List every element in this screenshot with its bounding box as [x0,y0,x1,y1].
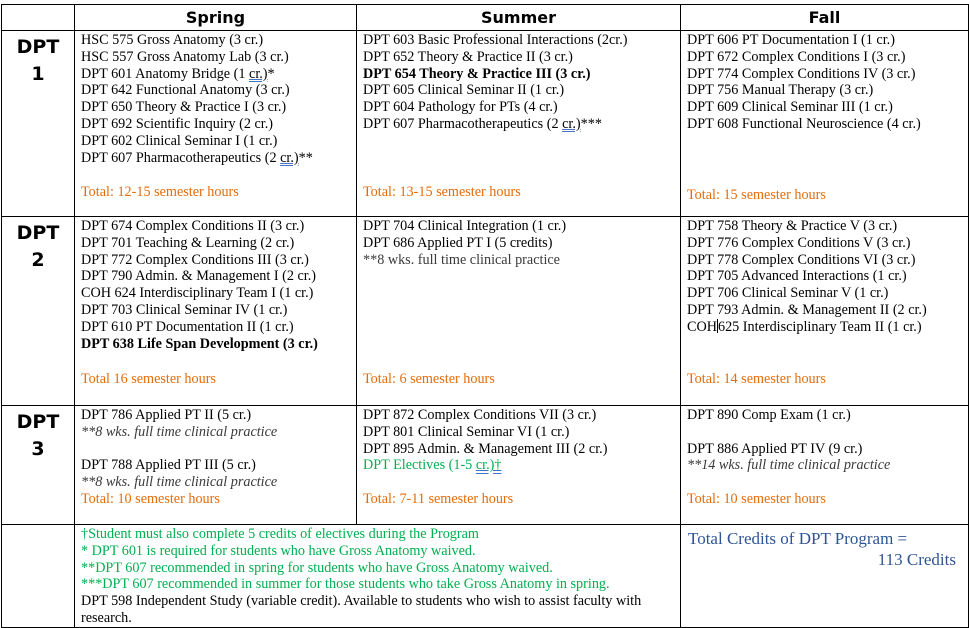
clinical-note: **8 wks. full time clinical practice [363,251,560,268]
course-line: DPT 706 Clinical Seminar V (1 cr.) [687,285,889,302]
course-line: HSC 557 Gross Anatomy Lab (3 cr.) [81,48,289,65]
year-label-1 [2,31,75,217]
dpt607-summer-footnote: ***DPT 607 recommended in summer for those students who take Gross Anatomy in spring. [81,576,610,593]
course-line: DPT 607 Pharmacotherapeutics (2 cr.)** [81,149,313,166]
y1-spring-cell [75,31,357,217]
course-line: DPT 607 Pharmacotherapeutics (2 cr.)*** [363,115,602,132]
course-line: DPT 654 Theory & Practice III (3 cr.) [363,65,591,82]
year-row-3 [2,406,969,525]
semester-total: Total: 12-15 semester hours [81,184,239,200]
semester-total: Total: 10 semester hours [687,490,826,507]
header-blank [2,5,75,31]
course-line: DPT 793 Admin. & Management II (2 cr.) [687,301,927,318]
dpt601-footnote: * DPT 601 is required for students who have Gross Anatomy waived. [81,542,476,559]
course-line: DPT 790 Admin. & Management I (2 cr.) [81,268,316,285]
semester-total: Total: 13-15 semester hours [363,184,521,200]
course-line: COH625 Interdisciplinary Team II (1 cr.) [687,318,922,335]
course-line: DPT 686 Applied PT I (5 credits) [363,234,553,251]
course-line: DPT 605 Clinical Seminar II (1 cr.) [363,82,565,99]
course-line: DPT 756 Manual Therapy (3 cr.) [687,82,874,99]
total-credits-label: Total Credits of DPT Program = [688,529,908,548]
course-line: DPT 642 Functional Anatomy (3 cr.) [81,82,290,99]
course-line: DPT 774 Complex Conditions IV (3 cr.) [687,65,916,82]
header-summer: Summer [357,5,681,31]
course-line: DPT 872 Complex Conditions VII (3 cr.) [363,407,597,423]
clinical-note: **8 wks. full time clinical practice [81,474,278,491]
course-line: DPT 776 Complex Conditions V (3 cr.) [687,234,911,251]
y3-summer-cell [357,406,681,525]
course-line: DPT 778 Complex Conditions VI (3 cr.) [687,251,916,268]
year-label-line1: DPT [16,411,60,433]
y2-fall-cell [681,217,969,406]
header-fall: Fall [681,5,969,31]
spacer [687,424,964,441]
course-line: DPT 786 Applied PT II (5 cr.) [81,407,252,423]
total-credits-cell [681,525,969,628]
semester-total: Total: 14 semester hours [687,371,826,387]
course-line: DPT 701 Teaching & Learning (2 cr.) [81,234,295,251]
independent-study-note: DPT 598 Independent Study (variable credit). Available to students who wish to assist faculty with research. [81,593,642,626]
course-line: DPT 703 Clinical Seminar IV (1 cr.) [81,301,288,318]
spacer [687,474,964,491]
course-line: DPT 650 Theory & Practice I (3 cr.) [81,99,287,116]
year-label-line1: DPT [16,222,60,244]
year-label-line1: DPT [16,36,60,58]
course-line: DPT 638 Life Span Development (3 cr.) [81,335,318,352]
course-line: DPT 604 Pathology for PTs (4 cr.) [363,99,558,116]
semester-total: Total: 7-11 semester hours [363,490,514,507]
header-spring: Spring [75,5,357,31]
course-line: DPT 772 Complex Conditions III (3 cr.) [81,251,309,268]
semester-total: Total: 15 semester hours [687,187,826,203]
footer-blank [2,525,75,628]
electives-footnote: †Student must also complete 5 credits of electives during the Program [81,526,479,542]
clinical-note: **8 wks. full time clinical practice [81,423,278,440]
year-label-line2: 1 [31,63,45,85]
footnotes-row [2,525,969,628]
footnotes-cell [75,525,681,628]
y3-spring-cell [75,406,357,525]
course-line: DPT 608 Functional Neuroscience (4 cr.) [687,115,921,132]
electives-line: DPT Electives (1-5 cr.)† [363,457,502,474]
curriculum-table [1,4,969,628]
course-line: DPT 672 Complex Conditions I (3 cr.) [687,48,906,65]
course-line: DPT 886 Applied PT IV (9 cr.) [687,440,863,457]
semester-total: Total: 6 semester hours [363,371,495,387]
course-line: DPT 704 Clinical Integration (1 cr.) [363,218,567,234]
year-label-line2: 2 [31,249,45,271]
course-line: DPT 801 Clinical Seminar VI (1 cr.) [363,423,570,440]
course-line: DPT 890 Comp Exam (1 cr.) [687,407,851,423]
y1-summer-cell [357,31,681,217]
year-label-line2: 3 [31,438,45,460]
course-line: DPT 788 Applied PT III (5 cr.) [81,457,256,474]
y2-summer-cell [357,217,681,406]
course-line: DPT 758 Theory & Practice V (3 cr.) [687,218,898,234]
course-line: DPT 895 Admin. & Management III (2 cr.) [363,440,608,457]
course-line: DPT 602 Clinical Seminar I (1 cr.) [81,132,278,149]
spacer [363,474,676,491]
course-line: DPT 603 Basic Professional Interactions (2cr.) [363,32,628,48]
spacer [81,441,352,458]
course-line: DPT 609 Clinical Seminar III (1 cr.) [687,99,893,116]
course-line: COH 624 Interdisciplinary Team I (1 cr.) [81,285,314,302]
course-line: DPT 652 Theory & Practice II (3 cr.) [363,48,573,65]
course-line: HSC 575 Gross Anatomy (3 cr.) [81,32,264,48]
year-row-1 [2,31,969,217]
semester-total: Total: 10 semester hours [81,490,220,507]
dpt607-spring-footnote: **DPT 607 recommended in spring for students who have Gross Anatomy waived. [81,559,553,576]
y2-spring-cell [75,217,357,406]
y1-fall-cell [681,31,969,217]
year-label-3 [2,406,75,525]
year-row-2 [2,217,969,406]
clinical-note: **14 wks. full time clinical practice [687,457,891,474]
course-line: DPT 674 Complex Conditions II (3 cr.) [81,218,305,234]
course-line: DPT 606 PT Documentation I (1 cr.) [687,32,895,48]
header-row [2,5,969,31]
year-label-2 [2,217,75,406]
course-line: DPT 692 Scientific Inquiry (2 cr.) [81,115,274,132]
total-credits-value: 113 Credits [877,550,956,569]
course-line: DPT 601 Anatomy Bridge (1 cr.)* [81,65,275,82]
course-line: DPT 610 PT Documentation II (1 cr.) [81,318,294,335]
course-line: DPT 705 Advanced Interactions (1 cr.) [687,268,907,285]
y3-fall-cell [681,406,969,525]
semester-total: Total 16 semester hours [81,371,216,387]
